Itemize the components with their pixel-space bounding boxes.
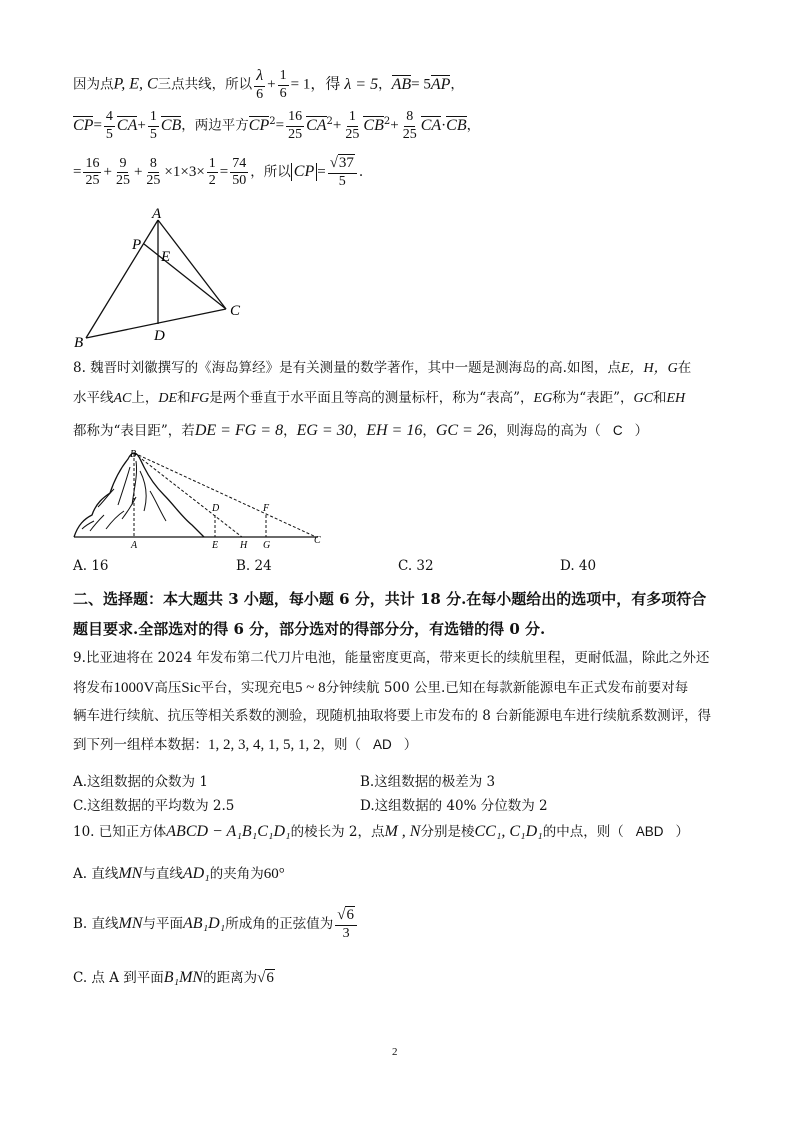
text: ， <box>352 423 367 439</box>
vector: CA <box>306 116 327 134</box>
math: DE <box>158 391 178 406</box>
den: 25 <box>288 126 303 142</box>
den: 5 <box>149 126 157 142</box>
num <box>335 908 357 926</box>
island-outline <box>74 453 204 537</box>
den: 25 <box>85 173 100 189</box>
q9-line-4 <box>73 738 417 753</box>
label-P: P <box>132 237 142 253</box>
radicand: 6 <box>346 907 354 923</box>
math: B₁MN <box>163 969 204 986</box>
segment-AB <box>86 220 158 338</box>
q8-option-a: A. 16 <box>73 558 109 574</box>
math: M , N <box>384 823 421 840</box>
vector: CP <box>73 116 94 134</box>
den: 5 <box>105 126 113 142</box>
text: 水平线 <box>73 390 114 406</box>
text: 称为“表距”， <box>552 390 634 406</box>
num <box>328 156 357 174</box>
den: 25 <box>345 126 360 142</box>
label-D: D <box>154 328 165 344</box>
label-G: G <box>263 540 271 550</box>
op: + <box>133 164 143 181</box>
text: ， <box>378 76 392 93</box>
text: 平台，实现充电 <box>200 680 296 696</box>
math: E，H，G <box>620 361 678 376</box>
math: MN <box>118 865 143 882</box>
op: + <box>267 76 276 93</box>
math: 1000V <box>113 680 155 696</box>
sqrt: √37 <box>329 155 354 171</box>
solution-line-1 <box>73 68 464 102</box>
text: 是两个垂直于水平面且等高的测量标杆，称为“表高”， <box>209 390 534 406</box>
exp: 2 <box>383 116 391 128</box>
math: Sic <box>181 680 201 696</box>
text: 在 <box>677 360 692 376</box>
math: FG <box>190 391 210 406</box>
text: ， <box>450 76 464 93</box>
text: 与平面 <box>142 916 184 933</box>
text: 上， <box>131 390 159 406</box>
math: ABCD − A₁B₁C₁D₁ <box>166 823 291 840</box>
answer: C <box>612 423 623 438</box>
text: 8. 魏晋时刘徽撰写的《海岛算经》是有关测量的数学著作，其中一题是测海岛的高.如图，点 <box>73 360 621 376</box>
num: 8 <box>148 157 159 174</box>
sample-data: 1, 2, 3, 4, 1, 5, 1, 2 <box>208 737 321 753</box>
op: = 5 <box>411 76 431 93</box>
den: 25 <box>115 173 130 189</box>
math: MN <box>118 915 143 933</box>
text: ，所以 <box>250 164 291 181</box>
q9-option-c: C.这组数据的平均数为 2.5 <box>73 798 235 814</box>
den: 6 <box>256 86 264 102</box>
solution-line-3 <box>73 156 363 189</box>
q10-line-1 <box>73 824 689 840</box>
vector: CB <box>446 116 467 134</box>
text: 的夹角为 <box>209 866 264 882</box>
text: ， <box>466 117 481 134</box>
fraction <box>278 69 289 101</box>
text: ） <box>403 737 418 753</box>
text: . <box>358 164 364 181</box>
text: ） <box>675 824 689 840</box>
op: ×1×3× <box>164 164 205 181</box>
text: ， <box>422 423 436 439</box>
q9-option-a: A.这组数据的众数为 1 <box>73 774 208 790</box>
sqrt: √6 <box>337 907 354 923</box>
text: ，则海岛的高为（ <box>492 423 601 439</box>
fraction <box>104 110 115 142</box>
text: 的棱长为 2，点 <box>290 824 385 840</box>
q9-option-d: D.这组数据的 40% 分位数为 2 <box>360 798 548 814</box>
den: 2 <box>208 173 216 189</box>
text: 与直线 <box>142 866 183 882</box>
label-C: C <box>314 535 321 546</box>
label-A: A <box>152 206 162 222</box>
q10-option-b <box>73 908 359 941</box>
fraction <box>401 110 419 142</box>
num: 16 <box>286 110 304 127</box>
num: 8 <box>404 110 415 127</box>
island-figure <box>70 445 330 550</box>
text: 将发布 <box>73 680 114 696</box>
solution-line-2 <box>73 110 480 142</box>
num: 74 <box>230 157 248 174</box>
q8-option-c: C. 32 <box>398 558 434 574</box>
op: + <box>390 117 399 134</box>
fraction <box>343 110 361 142</box>
q9-line-2 <box>73 681 688 696</box>
text: ） <box>634 423 649 439</box>
math: AC <box>113 391 132 406</box>
num: λ <box>254 68 265 87</box>
op: = <box>317 164 326 181</box>
fraction <box>207 157 218 189</box>
den: 25 <box>402 126 417 142</box>
text: 的中点，则（ <box>542 824 624 840</box>
math: 5 ~ 8 <box>295 680 326 696</box>
q8-option-d: D. 40 <box>560 558 597 574</box>
fraction <box>335 908 357 941</box>
vector: CB <box>363 116 384 134</box>
text: 所成角的正弦值为 <box>225 916 334 933</box>
q8-line-2 <box>73 392 685 406</box>
num: 1 <box>347 110 358 127</box>
label-B: B <box>74 335 84 350</box>
math: EH = 16 <box>366 422 423 439</box>
text: 三点共线，所以 <box>157 76 253 93</box>
label-H: H <box>240 540 248 550</box>
fraction <box>286 110 304 142</box>
radicand: 6 <box>266 970 274 986</box>
den: 50 <box>232 173 247 189</box>
segment-PC <box>144 244 226 309</box>
op: = <box>73 164 82 181</box>
fraction <box>83 157 101 189</box>
math: λ = 5 <box>344 75 379 93</box>
op: · <box>441 117 447 134</box>
label-A: A <box>131 540 138 550</box>
q9-line-1: 9.比亚迪将在 2024 年发布第二代刀片电池，能量密度更高，带来更长的续航里程，更耐低温，除此之外还 <box>73 650 710 666</box>
fraction <box>230 157 248 189</box>
op: = <box>275 117 285 134</box>
label-E: E <box>212 540 219 550</box>
den: 25 <box>146 173 161 189</box>
vector: AB <box>391 75 412 93</box>
label-D: D <box>212 503 220 514</box>
math: DE = FG = 8 <box>194 422 284 439</box>
island-shading <box>82 461 166 531</box>
num: 16 <box>83 157 101 174</box>
math: 60° <box>263 866 285 882</box>
math: EG <box>533 391 553 406</box>
q10-option-a <box>73 866 285 882</box>
text: 和 <box>177 390 191 406</box>
vector: CP <box>248 116 270 134</box>
text: 高压 <box>154 680 182 696</box>
math: AD₁ <box>182 865 210 882</box>
op: + <box>137 117 146 134</box>
math: P, E, C <box>113 75 158 93</box>
text: 分别是棱 <box>420 824 475 840</box>
answer: AD <box>373 737 392 752</box>
math: EH <box>666 391 686 406</box>
num: 1 <box>207 157 218 174</box>
label-F: F <box>263 503 270 514</box>
den: 3 <box>342 925 350 941</box>
math: GC <box>633 391 653 406</box>
math: EG = 30 <box>296 422 353 439</box>
text: 都称为“表目距”，若 <box>73 423 195 439</box>
num: 4 <box>104 110 115 127</box>
q9-line-3: 辆车进行续航、抗压等相关系数的测验，现随机抽取将要上市发布的 8 台新能源电车进行续航系数测评，得 <box>73 708 712 724</box>
num: 1 <box>148 110 159 127</box>
text: 因为点 <box>73 76 114 93</box>
label-E: E <box>161 249 171 265</box>
vector: CB <box>160 116 182 134</box>
op: + <box>103 164 112 181</box>
text: ， <box>283 423 297 439</box>
text: ，则（ <box>320 737 361 753</box>
math: AB₁D₁ <box>183 915 226 933</box>
radicand: 37 <box>338 155 354 171</box>
den: 6 <box>279 85 287 101</box>
text: B. 直线 <box>73 916 119 933</box>
fraction <box>114 157 132 189</box>
math: CC₁, C₁D₁ <box>474 823 543 840</box>
text: 到下列一组样本数据： <box>73 737 208 753</box>
section-2-heading-line-2: 题目要求.全部选对的得 6 分，部分选对的得部分分，有选错的得 0 分. <box>73 620 546 638</box>
q8-line-3 <box>73 423 648 439</box>
q8-line-1 <box>73 362 691 376</box>
text: 和 <box>652 390 667 406</box>
answer: ABD <box>635 824 664 839</box>
vector: CA <box>420 116 442 134</box>
vector: CA <box>116 116 138 134</box>
op: = <box>93 117 102 134</box>
q10-option-c <box>73 970 275 986</box>
text: ，两边平方 <box>181 117 249 134</box>
num: 1 <box>278 69 289 86</box>
exp: 2 <box>326 116 333 128</box>
abs-value: CP <box>291 163 317 181</box>
op: + <box>332 117 342 134</box>
den: 5 <box>338 173 346 189</box>
q8-option-b: B. 24 <box>236 558 272 574</box>
label-B: B <box>130 449 137 460</box>
sqrt: √6 <box>257 970 274 986</box>
fraction <box>328 156 357 189</box>
text: = 1，得 <box>290 76 341 93</box>
section-2-heading-line-1: 二、选择题：本大题共 3 小题，每小题 6 分，共计 18 分.在每小题给出的选项中，有多项符合 <box>73 590 707 608</box>
label-C: C <box>230 303 241 319</box>
text: 的距离为 <box>203 970 258 986</box>
q9-option-b: B.这组数据的极差为 3 <box>360 774 496 790</box>
num: 9 <box>117 157 128 174</box>
math: GC = 26 <box>435 422 493 439</box>
text: C. 点 A 到平面 <box>73 970 164 986</box>
fraction <box>144 157 162 189</box>
exp: 2 <box>269 116 276 128</box>
fraction <box>148 110 159 142</box>
vector: AP <box>430 75 451 93</box>
page-number: 2 <box>392 1046 398 1058</box>
fraction <box>254 68 265 102</box>
text: 分钟续航 500 公里.已知在每款新能源电车正式发布前要对每 <box>325 680 689 696</box>
op: = <box>219 164 229 181</box>
text: A. 直线 <box>73 866 119 882</box>
text: 10. 已知正方体 <box>73 824 167 840</box>
triangle-figure <box>70 205 260 350</box>
